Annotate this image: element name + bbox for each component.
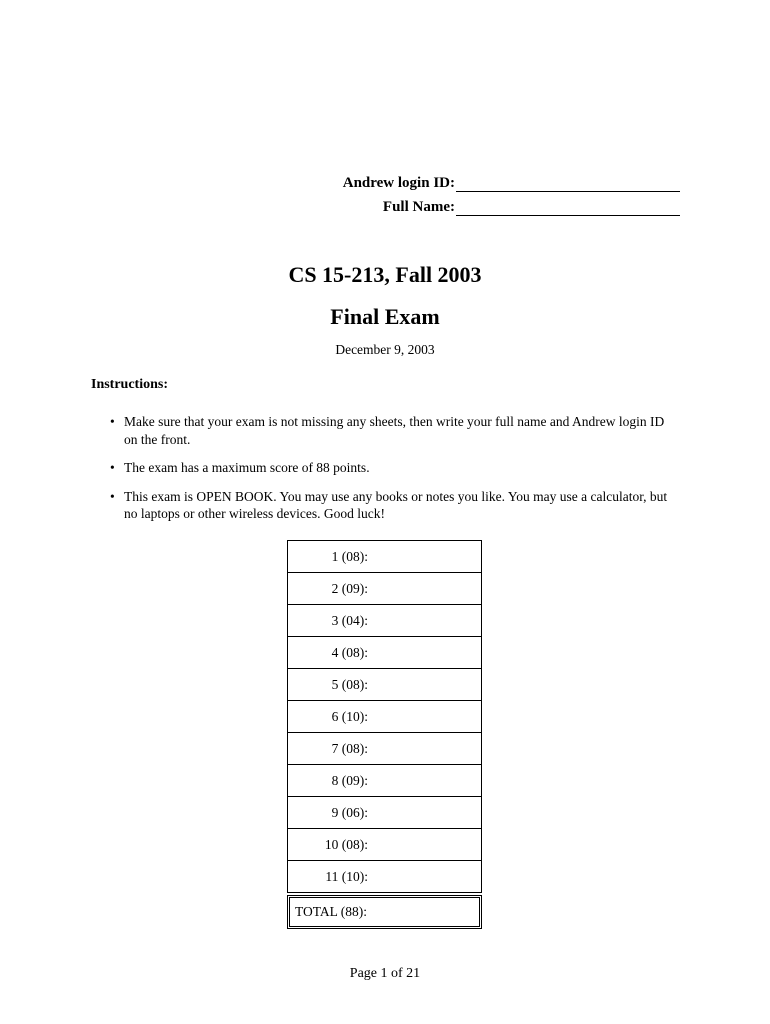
question-label: 8 (09): — [331, 772, 368, 788]
table-row — [287, 637, 482, 669]
list-item — [108, 413, 680, 448]
instructions-heading: Instructions: — [91, 377, 169, 392]
question-label: 6 (10): — [331, 708, 368, 724]
table-row — [287, 701, 482, 733]
list-item — [108, 488, 680, 523]
table-row — [287, 733, 482, 765]
question-label: 4 (08): — [331, 644, 368, 660]
question-label: 11 (10): — [325, 868, 368, 884]
list-item — [108, 459, 680, 477]
table-row — [287, 765, 482, 797]
question-label: 2 (09): — [331, 580, 368, 596]
bullet-icon: • — [110, 414, 115, 429]
page-number: Page 1 of 21 — [349, 966, 421, 981]
question-label: 5 (08): — [331, 676, 368, 692]
full-name-row — [0, 192, 680, 216]
total-row — [287, 895, 482, 929]
instructions-list — [108, 413, 680, 534]
bullet-icon: • — [110, 460, 115, 475]
question-label: 7 (08): — [331, 740, 368, 756]
table-row — [287, 573, 482, 605]
instruction-text: This exam is OPEN BOOK. You may use any books or notes you like. You may use a calculator, but no laptops or other wireless devices. Good luck! — [124, 488, 668, 521]
question-label: 1 (08): — [331, 548, 368, 564]
question-label: 3 (04): — [331, 612, 368, 628]
table-row — [287, 861, 482, 893]
course-title: CS 15-213, Fall 2003 — [288, 262, 482, 287]
login-id-row — [0, 168, 680, 192]
total-label: TOTAL (88): — [295, 904, 368, 919]
table-row — [287, 669, 482, 701]
identity-block — [0, 168, 680, 216]
instruction-text: The exam has a maximum score of 88 points. — [124, 460, 370, 475]
login-id-blank[interactable] — [456, 177, 680, 192]
table-row — [287, 605, 482, 637]
question-label: 10 (08): — [324, 836, 368, 852]
bullet-icon: • — [110, 488, 115, 504]
full-name-label: Full Name: — [382, 199, 455, 215]
login-id-label: Andrew login ID: — [342, 175, 455, 191]
exam-date: December 9, 2003 — [335, 342, 435, 357]
question-label: 9 (06): — [331, 804, 368, 820]
table-row — [287, 540, 482, 573]
table-row — [287, 797, 482, 829]
full-name-blank[interactable] — [456, 201, 680, 216]
instruction-text: Make sure that your exam is not missing any sheets, then write your full name and Andrew login ID on the front. — [124, 414, 665, 447]
score-table — [287, 540, 482, 929]
table-row — [287, 829, 482, 861]
exam-title: Final Exam — [330, 304, 440, 329]
